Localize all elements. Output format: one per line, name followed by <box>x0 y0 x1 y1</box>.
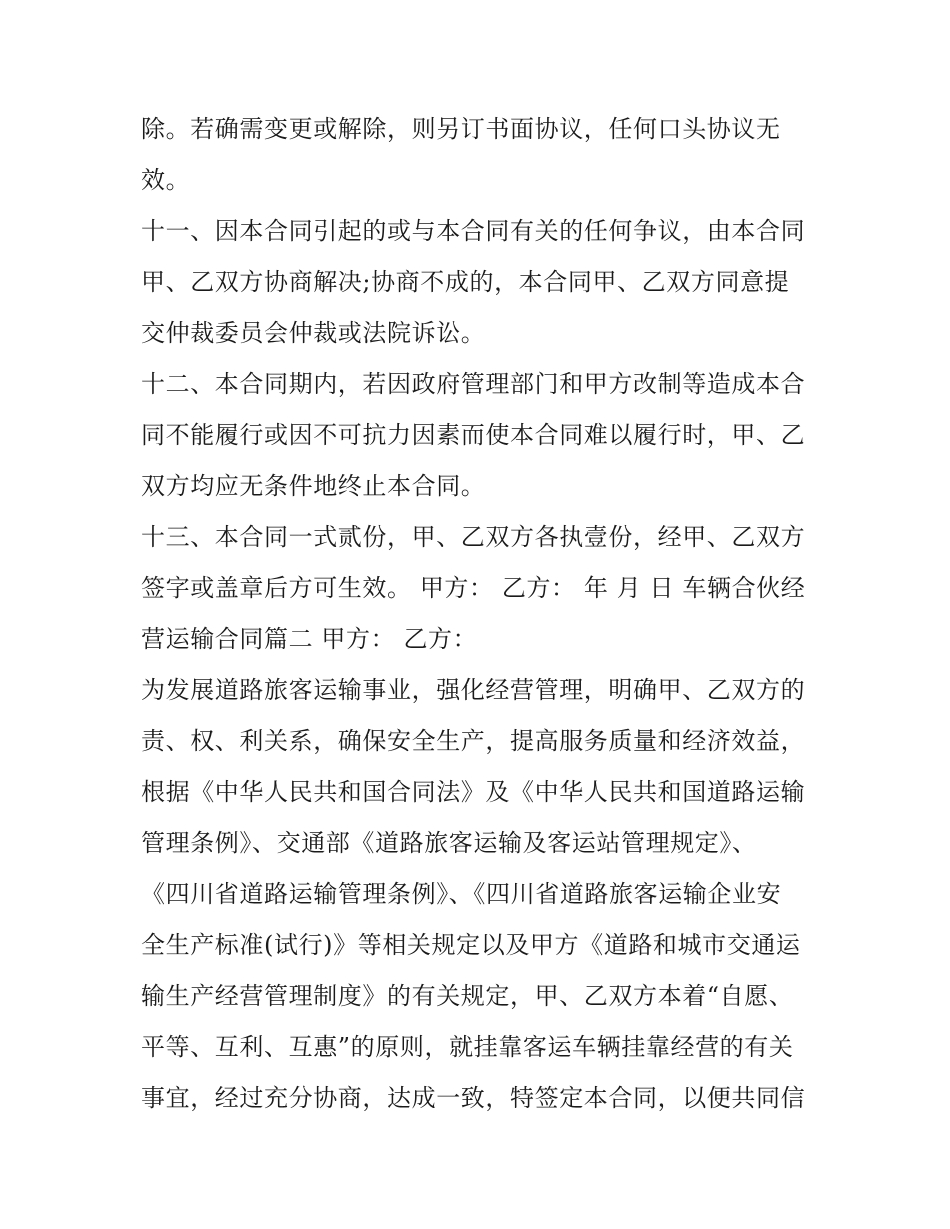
text-line: 输生产经营管理制度》的有关规定，甲、乙双方本着“自愿、 <box>141 982 794 1010</box>
text-line: 十二、本合同期内，若因政府管理部门和甲方改制等造成本合 <box>141 370 806 398</box>
text-line: 同不能履行或因不可抗力因素而使本合同难以履行时，甲、乙 <box>141 421 806 449</box>
text-line: 十三、本合同一式贰份，甲、乙双方各执壹份，经甲、乙双方 <box>141 523 806 551</box>
text-line: 除。若确需变更或解除，则另订书面协议，任何口头协议无 <box>141 115 781 143</box>
text-line: 责、权、利关系，确保安全生产，提高服务质量和经济效益， <box>141 727 806 755</box>
text-line: 效。 <box>141 166 191 194</box>
text-line: 双方均应无条件地终止本合同。 <box>141 472 486 500</box>
text-line: 交仲裁委员会仲裁或法院诉讼。 <box>141 319 486 347</box>
text-line: 根据《中华人民共和国合同法》及《中华人民共和国道路运输 <box>141 778 806 806</box>
document-body <box>141 104 821 1124</box>
text-line: 十一、因本合同引起的或与本合同有关的任何争议，由本合同 <box>141 217 806 245</box>
text-line: 事宜，经过充分协商，达成一致，特签定本合同，以便共同信 <box>141 1084 806 1112</box>
text-line: 全生产标准(试行)》等相关规定以及甲方《道路和城市交通运 <box>141 931 801 959</box>
text-line: 为发展道路旅客运输事业，强化经营管理，明确甲、乙双方的 <box>141 676 806 704</box>
text-line: 营运输合同篇二 甲方： 乙方： <box>141 625 478 653</box>
text-line: 签字或盖章后方可生效。 甲方： 乙方： 年 月 日 车辆合伙经 <box>141 574 806 602</box>
text-line: 《四川省道路运输管理条例》、《四川省道路旅客运输企业安 <box>141 880 782 908</box>
text-line: 平等、互利、互惠”的原则，就挂靠客运车辆挂靠经营的有关 <box>141 1033 794 1061</box>
text-line: 管理条例》、交通部《道路旅客运输及客运站管理规定》、 <box>141 829 757 857</box>
text-line: 甲、乙双方协商解决;协商不成的，本合同甲、乙双方同意提 <box>141 268 790 296</box>
